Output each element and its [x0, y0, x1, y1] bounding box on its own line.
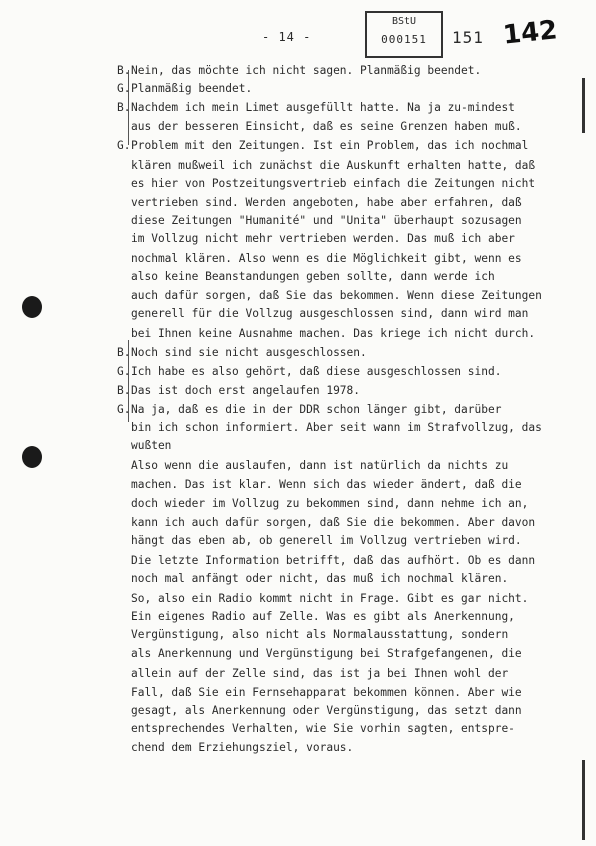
line-text: Na ja, daß es die in der DDR schon länger gibt, darüber	[131, 403, 502, 416]
archive-stamp	[365, 11, 443, 58]
line-text: auch dafür sorgen, daß Sie das bekommen. Wenn diese Zeitungen	[131, 289, 542, 302]
line-text: Planmäßig beendet.	[131, 82, 253, 95]
line-text: Fall, daß Sie ein Fernsehapparat bekommen können. Aber wie	[131, 686, 522, 699]
line-text: entsprechendes Verhalten, wie Sie vorhin sagten, entspre-	[131, 722, 515, 735]
line-text: doch wieder im Vollzug zu bekommen sind, dann nehme ich an,	[131, 497, 529, 510]
line-text: So, also ein Radio kommt nicht in Frage. Gibt es gar nicht.	[131, 592, 529, 605]
speaker-label: B.	[117, 384, 131, 397]
line-text: Nachdem ich mein Limet ausgefüllt hatte. Na ja zu-mindest	[131, 101, 515, 114]
line-text: als Anerkennung und Vergünstigung bei Strafgefangenen, die	[131, 647, 522, 660]
line-text: wußten	[131, 439, 172, 452]
speaker-label: B.	[117, 346, 131, 359]
punch-hole-bottom	[22, 446, 42, 468]
line-text: chend dem Erziehungsziel, voraus.	[131, 741, 354, 754]
line-text: Das ist doch erst angelaufen 1978.	[131, 384, 361, 397]
sheet-number: 151	[452, 28, 484, 47]
line-text: gesagt, als Anerkennung oder Vergünstigung, das setzt dann	[131, 704, 522, 717]
line-text: im Vollzug nicht mehr vertrieben werden. Das muß ich aber	[131, 232, 515, 245]
line-text: klären mußweil ich zunächst die Auskunft erhalten hatte, daß	[131, 159, 536, 172]
handwritten-page-number: 142	[501, 15, 559, 51]
speaker-label: G.	[117, 403, 131, 416]
line-text: aus der besseren Einsicht, daß es seine Grenzen haben muß.	[131, 120, 522, 133]
scan-edge-mark	[582, 78, 585, 133]
line-text: generell für die Vollzug ausgeschlossen sind, dann wird man	[131, 307, 529, 320]
line-text: Ich habe es also gehört, daß diese ausgeschlossen sind.	[131, 365, 502, 378]
stamp-label: BStU	[391, 16, 417, 27]
line-text: Vergünstigung, also nicht als Normalausstattung, sondern	[131, 628, 509, 641]
line-text: bei Ihnen keine Ausnahme machen. Das kriege ich nicht durch.	[131, 327, 536, 340]
line-text: noch mal anfängt oder nicht, das muß ich nochmal klären.	[131, 572, 509, 585]
line-text: allein auf der Zelle sind, das ist ja bei Ihnen wohl der	[131, 667, 509, 680]
speaker-label: G.	[117, 82, 131, 95]
line-text: kann ich auch dafür sorgen, daß Sie die bekommen. Aber davon	[131, 516, 536, 529]
speaker-label: G.	[117, 139, 131, 152]
line-text: hängt das eben ab, ob generell im Vollzug vertrieben wird.	[131, 534, 522, 547]
line-text: also keine Beanstandungen geben sollte, dann werde ich	[131, 270, 495, 283]
line-text: nochmal klären. Also wenn es die Möglichkeit gibt, wenn es	[131, 252, 522, 265]
line-text: Nein, das möchte ich nicht sagen. Planmäßig beendet.	[131, 64, 482, 77]
line-text: Die letzte Information betrifft, daß das aufhört. Ob es dann	[131, 554, 536, 567]
speaker-label: B.	[117, 101, 131, 114]
line-text: machen. Das ist klar. Wenn sich das wieder ändert, daß die	[131, 478, 522, 491]
punch-hole-top	[22, 296, 42, 318]
line-text: Problem mit den Zeitungen. Ist ein Problem, das ich nochmal	[131, 139, 529, 152]
line-text: Ein eigenes Radio auf Zelle. Was es gibt als Anerkennung,	[131, 610, 515, 623]
speaker-label: B.	[117, 64, 131, 77]
line-text: Noch sind sie nicht ausgeschlossen.	[131, 346, 367, 359]
page-number: - 14 -	[262, 30, 312, 44]
line-text: vertrieben sind. Werden angeboten, habe aber erfahren, daß	[131, 196, 522, 209]
line-text: diese Zeitungen "Humanité" und "Unita" überhaupt sozusagen	[131, 214, 522, 227]
scan-edge-mark	[582, 760, 585, 840]
speaker-label: G.	[117, 365, 131, 378]
line-text: bin ich schon informiert. Aber seit wann im Strafvollzug, das	[131, 421, 542, 434]
line-text: Also wenn die auslaufen, dann ist natürlich da nichts zu	[131, 459, 509, 472]
line-text: es hier von Postzeitungsvertrieb einfach die Zeitungen nicht	[131, 177, 536, 190]
stamp-number: 000151	[381, 33, 427, 46]
